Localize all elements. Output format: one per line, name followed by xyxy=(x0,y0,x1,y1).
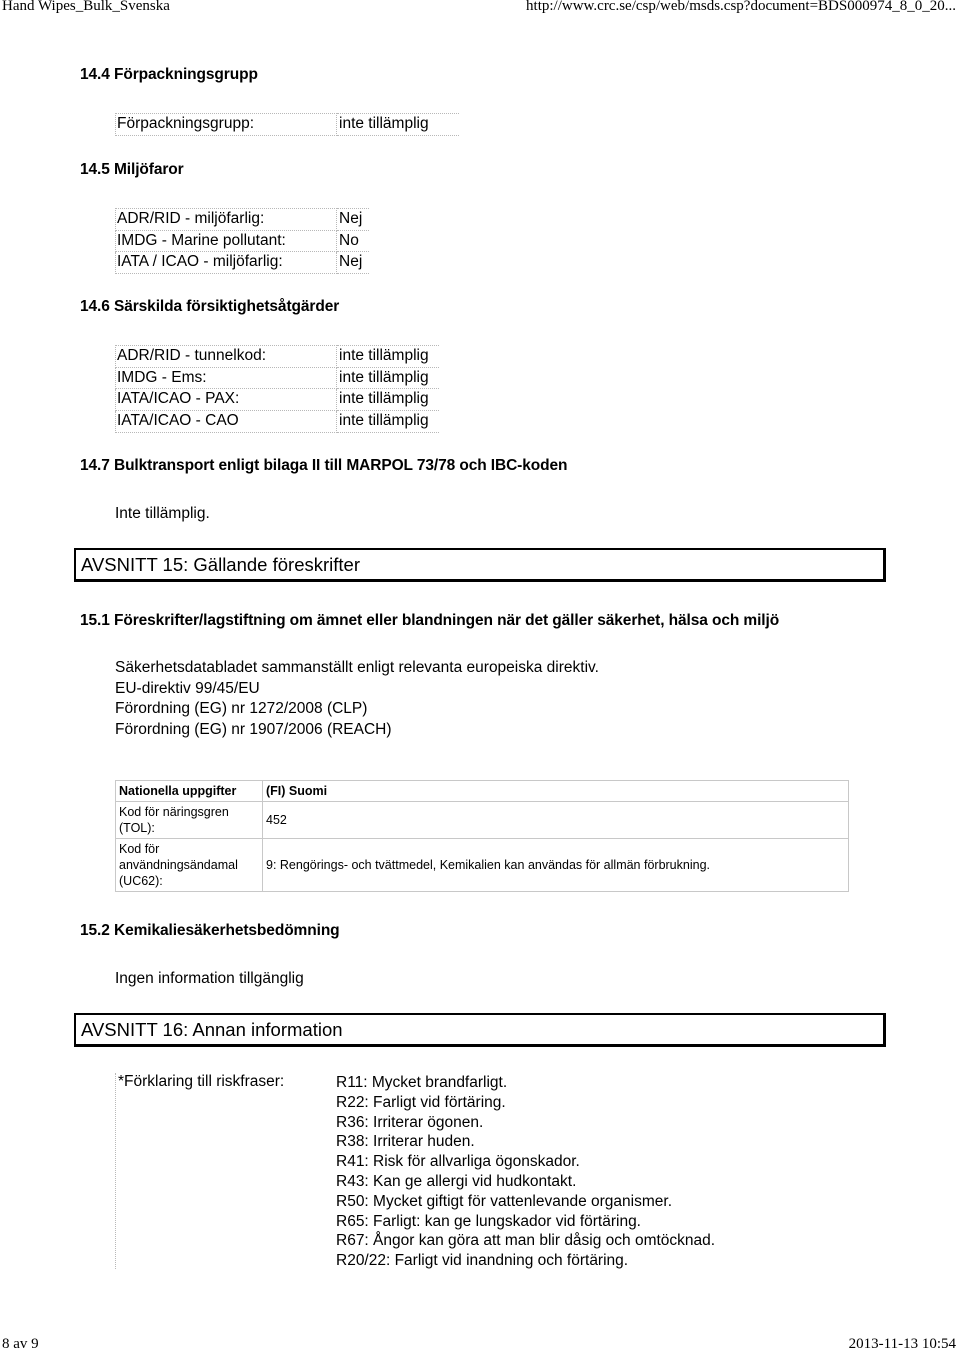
row-value: inte tillämplig xyxy=(337,411,440,433)
risk-phrase: R67: Ångor kan göra att man blir dåsig och omtöcknad. xyxy=(336,1232,716,1250)
section-16-header xyxy=(74,1013,886,1047)
heading-14-7: 14.7 Bulktransport enligt bilaga II till MARPOL 73/78 och IBC-koden xyxy=(80,457,568,474)
bulk-transport-text: Inte tillämplig. xyxy=(115,505,210,522)
packing-group-table xyxy=(115,113,459,136)
row-value: inte tillämplig xyxy=(337,114,460,136)
row-label: IMDG - Marine pollutant: xyxy=(116,230,337,252)
risk-phrase: R41: Risk för allvarliga ögonskador. xyxy=(336,1153,580,1171)
row-value: 452 xyxy=(263,802,849,839)
row-label: ADR/RID - miljöfarlig: xyxy=(116,209,337,231)
risk-phrase: R36: Irriterar ögonen. xyxy=(336,1113,484,1131)
document-title: Hand Wipes_Bulk_Svenska xyxy=(2,0,170,14)
row-label: Förpackningsgrupp: xyxy=(116,114,337,136)
regulations-list xyxy=(115,658,599,740)
document-url[interactable]: http://www.crc.se/csp/web/msds.csp?document=BDS000974_8_0_20... xyxy=(526,0,956,14)
row-value: Nej xyxy=(337,252,370,274)
page-number: 8 av 9 xyxy=(2,1336,39,1352)
table-row xyxy=(116,252,370,274)
national-header-value: (FI) Suomi xyxy=(263,781,849,802)
row-label: IMDG - Ems: xyxy=(116,367,337,389)
risk-phrase: R43: Kan ge allergi vid hudkontakt. xyxy=(336,1172,577,1190)
print-datetime: 2013-11-13 10:54 xyxy=(848,1336,956,1352)
table-row xyxy=(116,389,440,411)
heading-14-6: 14.6 Särskilda försiktighetsåtgärder xyxy=(80,298,340,315)
risk-phrase: R22: Farligt vid förtäring. xyxy=(336,1093,506,1111)
table-row xyxy=(116,209,370,231)
environmental-hazards-table xyxy=(115,208,369,274)
section-15-header xyxy=(74,548,886,582)
regulation-line: Säkerhetsdatabladet sammanställt enligt relevanta europeiska direktiv. xyxy=(115,659,599,676)
risk-phrase: R38: Irriterar huden. xyxy=(336,1133,475,1151)
risk-phrases-list xyxy=(336,1073,756,1271)
table-row xyxy=(116,802,849,839)
table-row xyxy=(116,367,440,389)
row-label: ADR/RID - tunnelkod: xyxy=(116,346,337,368)
risk-phrase: R20/22: Farligt vid inandning och förtäring. xyxy=(336,1252,629,1270)
regulation-line: Förordning (EG) nr 1272/2008 (CLP) xyxy=(115,700,368,718)
row-label: IATA / ICAO - miljöfarlig: xyxy=(116,252,337,274)
row-value: Nej xyxy=(337,209,370,231)
table-row xyxy=(116,114,460,136)
row-label: Kod för näringsgren (TOL): xyxy=(116,802,263,839)
heading-14-4: 14.4 Förpackningsgrupp xyxy=(80,66,258,83)
row-value: 9: Rengörings- och tvättmedel, Kemikalien kan användas för allmän förbrukning. xyxy=(263,839,849,892)
table-row xyxy=(116,346,440,368)
risk-phrases-label: *Förklaring till riskfraser: xyxy=(115,1073,335,1269)
row-label: Kod för användningsändamal (UC62): xyxy=(116,839,263,892)
table-row xyxy=(116,411,440,433)
national-info-table xyxy=(115,780,849,892)
row-value: inte tillämplig xyxy=(337,389,440,411)
risk-phrase: R65: Farligt: kan ge lungskador vid förtäring. xyxy=(336,1212,641,1230)
page-header xyxy=(0,0,960,16)
heading-15-2: 15.2 Kemikaliesäkerhetsbedömning xyxy=(80,922,340,939)
section-15-title: AVSNITT 15: Gällande föreskrifter xyxy=(81,554,360,575)
national-header-label: Nationella uppgifter xyxy=(116,781,263,802)
table-row xyxy=(116,230,370,252)
special-precautions-table xyxy=(115,345,439,433)
regulation-line: Förordning (EG) nr 1907/2006 (REACH) xyxy=(115,720,392,738)
risk-phrase: R50: Mycket giftigt för vattenlevande organismer. xyxy=(336,1192,672,1210)
heading-15-1: 15.1 Föreskrifter/lagstiftning om ämnet eller blandningen när det gäller säkerhet, hälsa och miljö xyxy=(80,612,780,629)
table-header-row xyxy=(116,781,849,802)
row-label: IATA/ICAO - PAX: xyxy=(116,389,337,411)
section-16-title: AVSNITT 16: Annan information xyxy=(81,1019,343,1040)
row-value: inte tillämplig xyxy=(337,367,440,389)
table-row xyxy=(116,839,849,892)
row-label: IATA/ICAO - CAO xyxy=(116,411,337,433)
risk-phrase: R11: Mycket brandfarligt. xyxy=(336,1074,508,1091)
heading-14-5: 14.5 Miljöfaror xyxy=(80,161,184,178)
row-value: No xyxy=(337,230,370,252)
chemical-safety-text: Ingen information tillgänglig xyxy=(115,970,304,987)
page-footer xyxy=(0,1336,960,1354)
regulation-line: EU-direktiv 99/45/EU xyxy=(115,679,260,697)
row-value: inte tillämplig xyxy=(337,346,440,368)
